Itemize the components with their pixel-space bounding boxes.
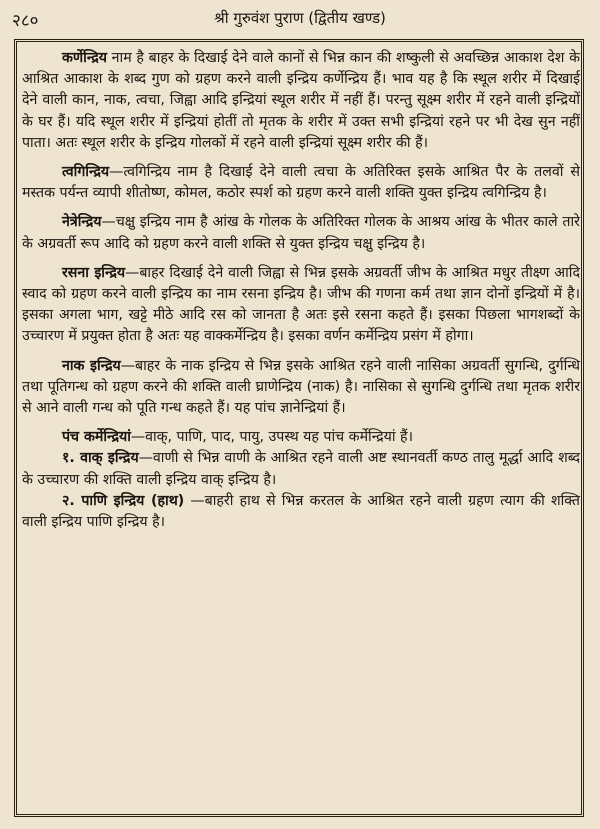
term-karmendriyan: पंच कर्मेन्द्रियां — [62, 429, 131, 446]
paragraph-text: —चक्षु इन्द्रिय नाम है आंख के गोलक के अतिरिक्त गोलक के आश्रय आंख के भीतर काले तारे के अग्रवर्ती रूप आदि को ग्रहण करने वाली शक्ति से युक्त इन्द्रिय चक्षु इन्द्रिय है। — [22, 214, 580, 252]
paragraph-text: —वाणी से भिन्न वाणी के आश्रित रहने वाली अष्ट स्थानवर्ती कण्ठ तालु मूर्द्धा आदि शब्द के उच्चारण की शक्ति वाली इन्द्रिय वाक् इन्द्रिय है। — [22, 450, 580, 488]
paragraph-karnendriya — [22, 48, 580, 154]
term-tvagindriya: त्वगिन्द्रिय — [62, 164, 110, 181]
paragraph-text: —वाक्, पाणि, पाद, पायु, उपस्थ यह पांच कर्मेन्द्रियां हैं। — [130, 429, 413, 446]
term-karnendriya: कर्णेन्द्रिय — [62, 50, 107, 66]
paragraph-text: —त्वगिन्द्रिय नाम है दिखाई देने वाली त्वचा के अतिरिक्त इसके आश्रित पैर के तलवों से मस्तक पर्यन्त व्यापी शीतोष्ण, कोमल, कठोर स्पर्श को ग्रहण करने वाली शक्ति युक्त इन्द्रिय त्वगिन्द्रिय है। — [22, 164, 580, 202]
paragraph-text: नाम है बाहर के दिखाई देने वाले कानों से भिन्न कान की शष्कुली से अवच्छिन्न आकाश देश के आश्रित आकाश के शब्द गुण को ग्रहण करने वाली इन्द्रिय कर्णेन्द्रिय हैं। भाव यह है कि स्थूल शरीर में दिखाई देने वाली कान, नाक, त्वचा, जिह्वा आदि इन्द्रियां स्थूल शरीर में नहीं हैं। परन्तु सूक्ष्म शरीर में रहने वाली इन्द्रियों के घर हैं। यदि स्थूल शरीर में इन्द्रियां होतीं तो मृतक के शरीर में उक्त सभी इन्द्रियां रहने पर भी देख सुन नहीं पाता। अतः स्थूल शरीर के इन्द्रिय गोलकों में रहने वाली इन्द्रियां सूक्ष्म शरीर की हैं। — [22, 50, 580, 151]
term-naak: नाक इन्द्रिय — [62, 357, 121, 374]
paragraph-karmendriyan — [22, 427, 580, 448]
paragraph-vaak — [22, 448, 580, 490]
term-netrendriya: नेत्रेन्द्रिय — [62, 214, 102, 231]
body-text — [22, 48, 580, 533]
paragraph-naak — [22, 356, 580, 420]
paragraph-netrendriya — [22, 212, 580, 254]
paragraph-text: —बाहरी हाथ से भिन्न करतल के आश्रित रहने वाली ग्रहण त्याग की शक्ति वाली इन्द्रिय पाणि इन्द्रिय है। — [22, 492, 580, 531]
paragraph-text: —बाहर दिखाई देने वाली जिह्वा से भिन्न इसके अग्रवर्ती जीभ के आश्रित मधुर तीक्ष्ण आदि स्वाद को ग्रहण करने वाली इन्द्रिय का नाम रसना इन्द्रिय है। जीभ की गणना कर्म तथा ज्ञान दोनों इन्द्रियों में है। इसका अगला भाग, खट्टे मीठे आदि रस को जानता है अतः इसे रसना कहते हैं। इसका पिछला भागशब्दों के उच्चारण में प्रयुक्त होता है अतः यह वाक्कर्मेन्द्रिय है। इसका वर्णन कर्मेन्द्रिय प्रसंग में होगा। — [22, 264, 580, 345]
term-rasana: रसना इन्द्रिय — [62, 264, 126, 281]
page-number: २८० — [12, 11, 39, 31]
paragraph-rasana — [22, 263, 580, 348]
term-paani: २. पाणि इन्द्रिय (हाथ) — [62, 492, 185, 509]
running-header: श्री गुरुवंश पुराण (द्वितीय खण्ड) — [214, 9, 386, 27]
paragraph-tvagindriya — [22, 162, 580, 204]
term-vaak: १. वाक् इन्द्रिय — [62, 450, 139, 467]
paragraph-text: —बाहर के नाक इन्द्रिय से भिन्न इसके आश्रित रहने वाली नासिका अग्रवर्ती सुगन्धि, दुर्गन्धि तथा पूतिगन्ध को ग्रहण करने की शक्ति वाली घ्राणेन्द्रिय (नाक) है। नासिका से सुगन्धि दुर्गन्धि तथा मृतक शरीर से आने वाली गन्ध को पूति गन्ध कहते हैं। यह पांच ज्ञानेन्द्रियां हैं। — [22, 357, 580, 417]
paragraph-paani — [22, 491, 580, 533]
